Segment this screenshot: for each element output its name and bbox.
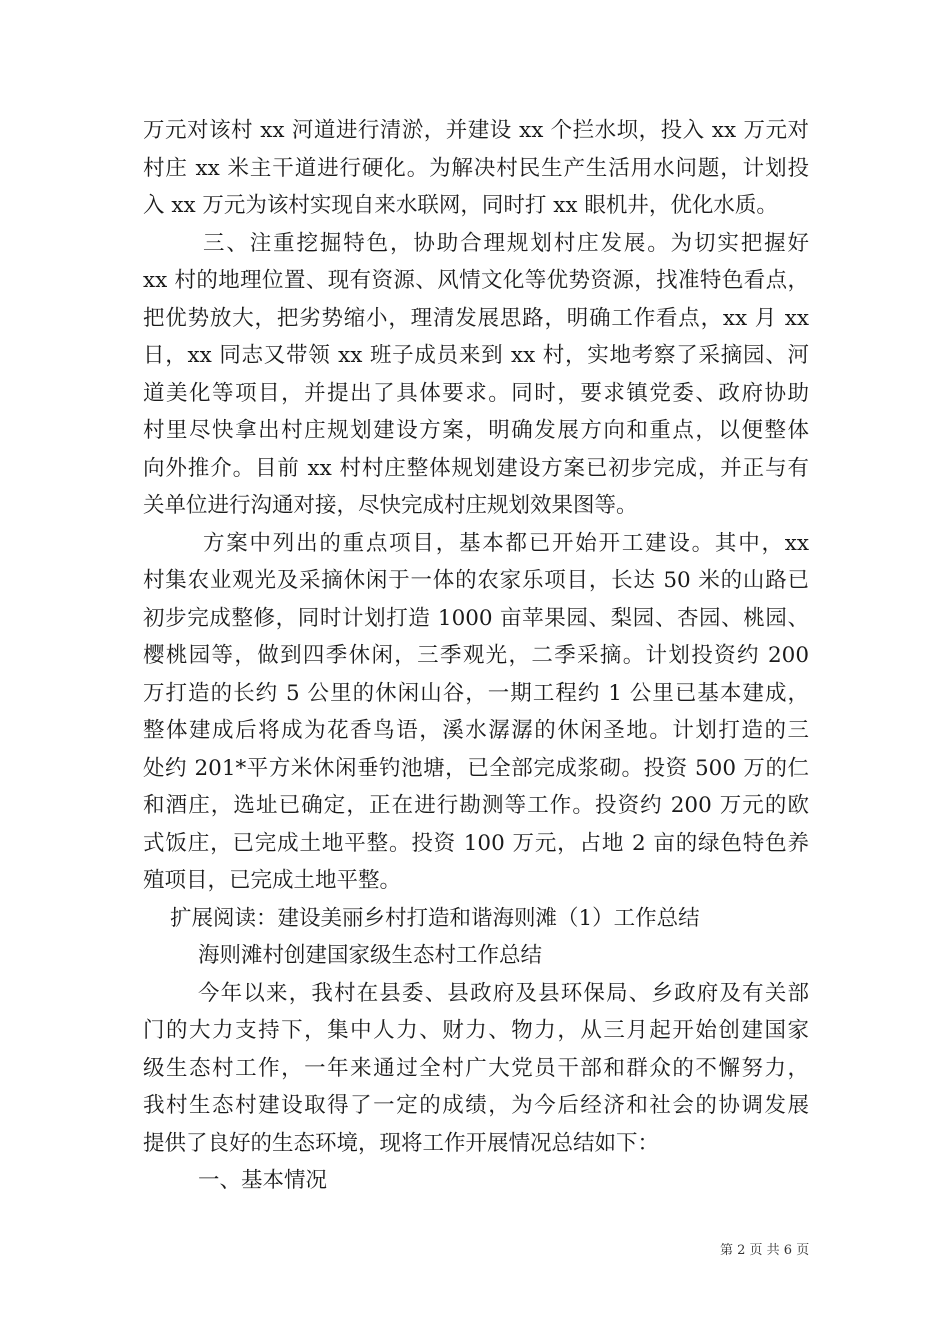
text-line: 今年以来，我村在县委、县政府及县环保局、乡政府及有关部 bbox=[198, 980, 809, 1006]
text-line: 樱桃园等，做到四季休闲，三季观光，二季采摘。计划投资约 200 bbox=[143, 643, 809, 668]
text-line: 道美化等项目，并提出了具体要求。同时，要求镇党委、政府协助 bbox=[143, 380, 809, 406]
text-line: 海则滩村创建国家级生态村工作总结 bbox=[198, 943, 543, 968]
paragraph-key-projects bbox=[143, 525, 809, 900]
text-line: 门的大力支持下，集中人力、财力、物力，从三月起开始创建国家 bbox=[143, 1018, 809, 1043]
text-line: 和酒庄，选址已确定，正在进行勘测等工作。投资约 200 万元的欧 bbox=[143, 793, 809, 818]
text-line: 殖项目，已完成土地平整。 bbox=[143, 868, 402, 893]
page-number: 第 2 页 共 6 页 bbox=[720, 1243, 810, 1258]
text-line: xx 村的地理位置、现有资源、风情文化等优势资源，找准特色看点， bbox=[143, 268, 809, 293]
extended-reading-title bbox=[143, 900, 809, 938]
text-line: 式饭庄，已完成土地平整。投资 100 万元，占地 2 亩的绿色特色养 bbox=[143, 830, 809, 856]
text-line: 处约 201*平方米休闲垂钓池塘，已全部完成浆砌。投资 500 万的仁 bbox=[143, 755, 809, 781]
text-line: 村庄 xx 米主干道进行硬化。为解决村民生产生活用水问题，计划投 bbox=[143, 155, 809, 181]
text-line: 整体建成后将成为花香鸟语，溪水潺潺的休闲圣地。计划打造的三 bbox=[143, 718, 809, 743]
text-line: 方案中列出的重点项目，基本都已开始开工建设。其中，xx bbox=[203, 530, 809, 556]
text-line: 我村生态村建设取得了一定的成绩，为今后经济和社会的协调发展 bbox=[143, 1093, 809, 1118]
paragraph-continuation bbox=[143, 112, 809, 225]
text-line: 村集农业观光及采摘休闲于一体的农家乐项目，长达 50 米的山路已 bbox=[143, 568, 809, 593]
text-line: 万元对该村 xx 河道进行清淤，并建设 xx 个拦水坝，投入 xx 万元对 bbox=[143, 118, 809, 143]
text-line: 入 xx 万元为该村实现自来水联网，同时打 xx 眼机井，优化水质。 bbox=[143, 193, 778, 218]
text-line: 级生态村工作，一年来通过全村广大党员干部和群众的不懈努力， bbox=[143, 1055, 809, 1081]
text-line: 初步完成整修，同时计划打造 1000 亩苹果园、梨园、杏园、桃园、 bbox=[143, 605, 809, 631]
text-line: 三、注重挖掘特色，协助合理规划村庄发展。为切实把握好 bbox=[203, 230, 809, 256]
paragraph-section-three bbox=[143, 225, 809, 525]
text-line: 提供了良好的生态环境，现将工作开展情况总结如下： bbox=[143, 1130, 660, 1156]
section-heading-basic-situation bbox=[143, 1162, 809, 1200]
text-line: 万打造的长约 5 公里的休闲山谷，一期工程约 1 公里已基本建成， bbox=[143, 680, 809, 706]
paragraph-intro bbox=[143, 975, 809, 1163]
text-line: 把优势放大，把劣势缩小，理清发展思路，明确工作看点，xx 月 xx bbox=[143, 305, 809, 331]
text-line: 关单位进行沟通对接，尽快完成村庄规划效果图等。 bbox=[143, 493, 638, 518]
text-line: 向外推介。目前 xx 村村庄整体规划建设方案已初步完成，并正与有 bbox=[143, 455, 809, 481]
section-title bbox=[143, 937, 809, 975]
text-line: 村里尽快拿出村庄规划建设方案，明确发展方向和重点，以便整体 bbox=[143, 418, 809, 443]
text-line: 日，xx 同志又带领 xx 班子成员来到 xx 村，实地考察了采摘园、河 bbox=[143, 343, 809, 368]
text-line: 扩展阅读：建设美丽乡村打造和谐海则滩（1）工作总结 bbox=[170, 905, 700, 931]
document-body bbox=[143, 112, 809, 1200]
text-line: 一、基本情况 bbox=[198, 1168, 328, 1193]
